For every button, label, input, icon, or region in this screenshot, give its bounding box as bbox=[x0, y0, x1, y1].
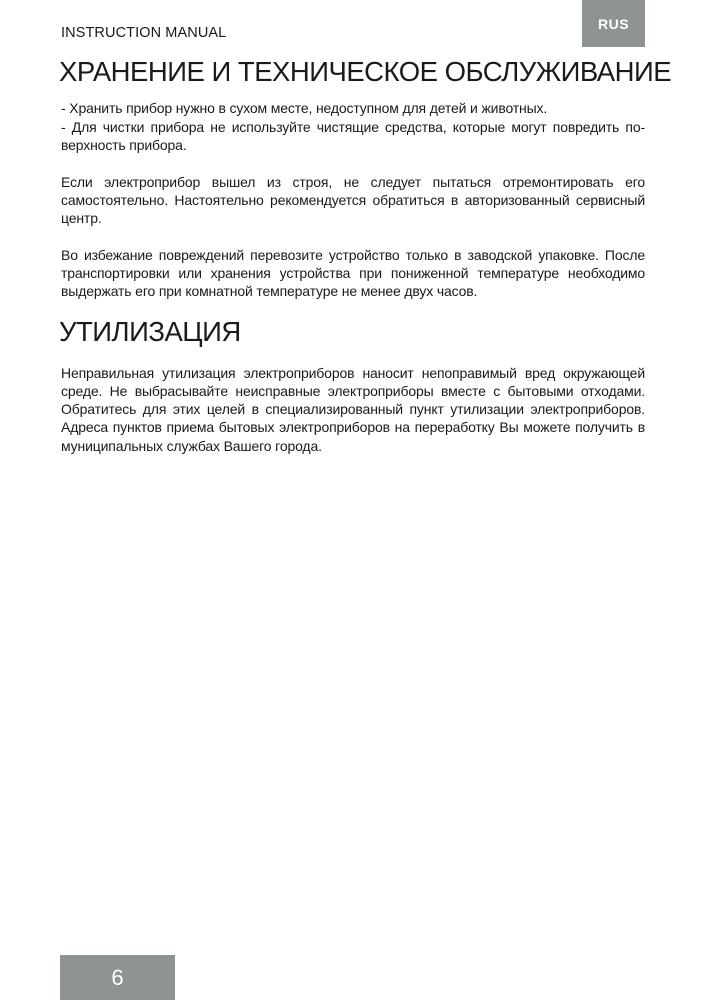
paragraph-repair: Если электроприбор вышел из строя, не следует пытаться отремонтировать его самостоятельно. Настоятельно рекомендуется обратиться в авторизованный сервисный центр. bbox=[61, 173, 645, 227]
language-tab: RUS bbox=[582, 0, 645, 47]
section-title-storage: ХРАНЕНИЕ И ТЕХНИЧЕСКОЕ ОБСЛУЖИВАНИЕ bbox=[59, 56, 672, 87]
paragraph-disposal: Неправильная утилизация электроприборов наносит непоправимый вред окружающей среде. Не выбрасывайте неисправные электроприборы вместе с бытовыми отходами. Обратитесь для этих целей в специализированный пункт утилизации электроприборов. Адреса пунктов приема бытовых электроприборов на переработку Вы можете получить в муниципальных службах Вашего города. bbox=[61, 364, 645, 454]
section-title-disposal: УТИЛИЗАЦИЯ bbox=[59, 316, 241, 347]
paragraph-transport: Во избежание повреждений перевозите устройство только в заводской упаковке. После транспортировки или хранения устройства при пониженной температуре необходимо выдержать его при комнатной температуре не менее двух часов. bbox=[61, 246, 645, 300]
bullet-storage-dry-place: - Хранить прибор нужно в сухом месте, недоступном для детей и животных. bbox=[61, 100, 548, 116]
bullet-cleaning-agents: - Для чистки прибора не используйте чистящие средства, которые могут повредить по-верхность прибора. bbox=[61, 118, 645, 153]
manual-header-label: INSTRUCTION MANUAL bbox=[61, 25, 227, 41]
page-number: 6 bbox=[60, 955, 175, 1000]
